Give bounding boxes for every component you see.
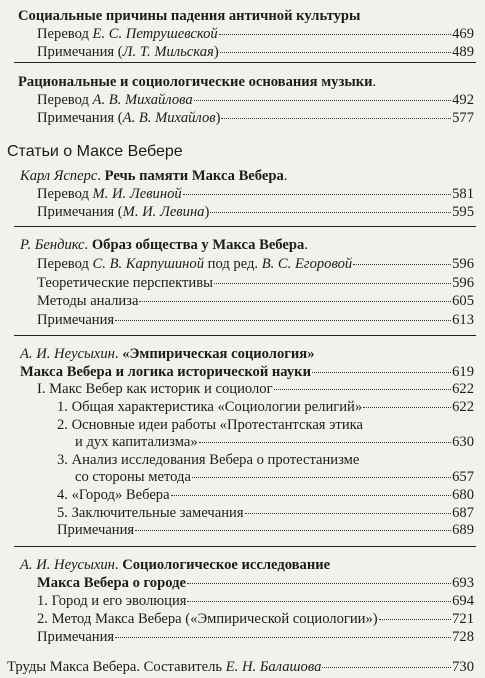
toc-entry (57, 486, 474, 504)
toc-entry-text: 5. Заключительные замечания (57, 505, 244, 521)
toc-entry-title (37, 292, 138, 310)
toc-entry-text: Перевод (37, 26, 93, 42)
toc-entry-text: 2. Метод Макса Вебера («Эмпирической социологии») (37, 611, 378, 627)
page-number: 595 (452, 204, 474, 220)
toc-entry-title (37, 574, 186, 592)
page-number: 693 (452, 575, 474, 591)
page-number: 596 (452, 256, 474, 272)
dot-leader (187, 601, 451, 602)
dot-leader (199, 442, 451, 443)
toc-entry-text: Р. Бендикс (20, 237, 85, 253)
toc-entry-text: Перевод (37, 186, 93, 202)
page-number: 689 (452, 522, 474, 538)
page-number: 489 (452, 44, 474, 60)
dot-leader (221, 118, 451, 119)
toc-entry-text: Л. Т. Мильская (122, 44, 214, 60)
toc-entry-text: . (372, 74, 377, 90)
toc-entry (57, 416, 363, 434)
toc-entry-title (18, 73, 376, 91)
toc-entry-text: . (97, 168, 105, 184)
section-divider (14, 546, 476, 547)
toc-entry-text: со стороны метода (75, 469, 191, 485)
toc-entry-title (37, 592, 186, 610)
toc-entry-title (20, 345, 315, 363)
toc-entry-text: и дух капитализма» (75, 434, 198, 450)
toc-entry-text: . (84, 237, 92, 253)
toc-entry (37, 185, 474, 203)
toc-entry (57, 504, 474, 522)
dot-leader (210, 212, 451, 213)
page-number: 469 (452, 26, 474, 42)
toc-entry-text: Рациональные и социологические основания музыки (18, 74, 373, 90)
toc-entry-title (7, 658, 321, 676)
toc-entry-title (57, 521, 134, 539)
toc-entry-text: 1. Город и его эволюция (37, 593, 187, 609)
toc-entry-title (37, 203, 209, 221)
toc-entry-text: Примечания ( (37, 204, 123, 220)
toc-entry (18, 7, 360, 25)
toc-entry-text: А. И. Неусыхин (20, 346, 115, 362)
dot-leader (322, 667, 451, 668)
toc-entry-text: . (114, 346, 123, 362)
toc-entry-text: Труды Макса Вебера. Составитель (7, 659, 226, 675)
dot-leader (214, 283, 451, 284)
toc-entry-text: Карл Ясперс (20, 168, 98, 184)
toc-entry-text: ) (204, 204, 210, 220)
toc-entry (57, 451, 359, 469)
toc-entry-title (37, 91, 193, 109)
section-heading: Статьи о Максе Вебере (7, 143, 183, 160)
page-number: 492 (452, 92, 474, 108)
toc-entry-title (20, 556, 330, 574)
page-number: 622 (452, 399, 474, 415)
toc-entry-text: Примечания ( (37, 110, 123, 126)
dot-leader (220, 52, 451, 53)
toc-entry-text: 3. Анализ исследования Вебера о протестанизме (57, 452, 360, 468)
toc-entry (37, 203, 474, 221)
page-number: 622 (452, 381, 474, 397)
page-number: 728 (452, 629, 474, 645)
toc-entry-text: Примечания ( (37, 44, 123, 60)
page-number: 730 (452, 659, 474, 675)
toc-entry (37, 628, 474, 646)
toc-entry (20, 556, 330, 574)
page-number: 721 (452, 611, 474, 627)
toc-entry-title (37, 311, 114, 329)
toc-entry (37, 255, 474, 273)
toc-entry-title (37, 25, 218, 43)
page-number: 680 (452, 487, 474, 503)
toc-entry-text: I. Макс Вебер как историк и социолог (37, 381, 273, 397)
toc-entry-text: Образ общества у Макса Вебера (91, 237, 305, 253)
page-number: 596 (452, 275, 474, 291)
toc-entry-title (37, 255, 352, 273)
dot-leader (312, 372, 451, 373)
toc-entry-title (57, 486, 170, 504)
toc-entry-title (18, 7, 360, 25)
page-number: 694 (452, 593, 474, 609)
toc-entry (75, 468, 474, 486)
page-number: 657 (452, 469, 474, 485)
toc-entry (18, 73, 376, 91)
toc-entry-text: В. С. Егоровой (261, 256, 353, 272)
toc-entry-text: А. В. Михайлова (92, 92, 193, 108)
toc-entry (37, 91, 474, 109)
page-number: 613 (452, 312, 474, 328)
toc-entry-text: ) (215, 110, 221, 126)
toc-entry-text: «Эмпирическая социология» (122, 346, 315, 362)
dot-leader (171, 495, 452, 496)
toc-entry-title (20, 167, 287, 185)
toc-entry (37, 380, 474, 398)
toc-entry-text: Социальные причины падения античной культуры (18, 8, 361, 24)
toc-entry (37, 292, 474, 310)
toc-entry-text: ) (213, 44, 219, 60)
toc-entry (7, 658, 474, 676)
toc-entry-text: Перевод (37, 256, 93, 272)
page-number: 687 (452, 505, 474, 521)
toc-entry (37, 610, 474, 628)
toc-entry (20, 236, 308, 254)
toc-entry-text: Примечания (57, 522, 135, 538)
toc-entry-text: 4. «Город» Вебера (57, 487, 170, 503)
section-divider (14, 335, 476, 336)
dot-leader (194, 100, 451, 101)
toc-entry-text: 1. Общая характеристика «Социологии религий» (57, 399, 363, 415)
toc-entry-text: Е. Н. Балашова (225, 659, 322, 675)
page-number: 619 (452, 364, 474, 380)
page-number: 630 (452, 434, 474, 450)
dot-leader (379, 619, 451, 620)
toc-entry-text: Речь памяти Макса Вебера (104, 168, 284, 184)
toc-entry (57, 398, 474, 416)
toc-entry-title (37, 274, 213, 292)
toc-entry (20, 345, 315, 363)
dot-leader (135, 530, 451, 531)
dot-leader (274, 389, 452, 390)
toc-entry-title (57, 504, 244, 522)
toc-entry-text: М. И. Левина (122, 204, 205, 220)
toc-entry (20, 363, 474, 381)
toc-entry-text: Примечания (37, 312, 115, 328)
dot-leader (187, 583, 451, 584)
dot-leader (192, 477, 451, 478)
dot-leader (115, 320, 451, 321)
toc-entry-title (37, 43, 219, 61)
toc-entry-text: Макса Вебера о городе (37, 575, 186, 591)
toc-entry-title (37, 628, 114, 646)
dot-leader (245, 513, 452, 514)
toc-entry (37, 311, 474, 329)
toc-entry (37, 43, 474, 61)
toc-entry-text: А. В. Михайлов (122, 110, 216, 126)
toc-entry-title (57, 416, 363, 434)
toc-entry-title (75, 468, 191, 486)
dot-leader (353, 264, 451, 265)
toc-entry-title (20, 363, 311, 381)
toc-entry-text: . (304, 237, 308, 253)
toc-entry-text: Методы анализа (37, 293, 139, 309)
toc-entry-text: А. И. Неусыхин (20, 557, 115, 573)
toc-entry-text: Перевод (37, 92, 93, 108)
dot-leader (363, 407, 451, 408)
toc-entry (37, 25, 474, 43)
toc-entry (37, 592, 474, 610)
toc-entry-text: Социологическое исследование (122, 557, 331, 573)
page-number: 577 (452, 110, 474, 126)
section-divider (14, 62, 476, 63)
toc-entry (37, 109, 474, 127)
toc-entry-text: . (283, 168, 288, 184)
toc-entry-title (37, 109, 220, 127)
toc-entry-title (57, 398, 362, 416)
toc-entry-title (37, 380, 273, 398)
toc-entry-text: М. И. Левиной (92, 186, 182, 202)
page-number: 581 (452, 186, 474, 202)
toc-entry (57, 521, 474, 539)
toc-entry (20, 167, 287, 185)
page-number: 605 (452, 293, 474, 309)
toc-entry (75, 433, 474, 451)
dot-leader (183, 194, 451, 195)
toc-entry (37, 574, 474, 592)
toc-entry-text: С. В. Карпушиной (92, 256, 204, 272)
toc-entry-title (37, 185, 182, 203)
toc-entry-text: Е. С. Петрушевской (92, 26, 218, 42)
toc-entry-text: 2. Основные идеи работы «Протестантская этика (57, 417, 363, 433)
toc-entry-text: Теоретические перспективы (37, 275, 213, 291)
toc-entry (37, 274, 474, 292)
dot-leader (115, 637, 451, 638)
toc-entry-text: Примечания (37, 629, 115, 645)
toc-entry-title (20, 236, 308, 254)
dot-leader (219, 34, 451, 35)
toc-entry-title (37, 610, 378, 628)
dot-leader (139, 301, 451, 302)
toc-entry-title (75, 433, 198, 451)
section-divider (14, 226, 476, 227)
toc-entry-text: под ред. (204, 256, 262, 272)
toc-entry-text: Макса Вебера и логика исторической науки (20, 364, 311, 380)
toc-entry-text: . (114, 557, 123, 573)
toc-entry-title (57, 451, 359, 469)
